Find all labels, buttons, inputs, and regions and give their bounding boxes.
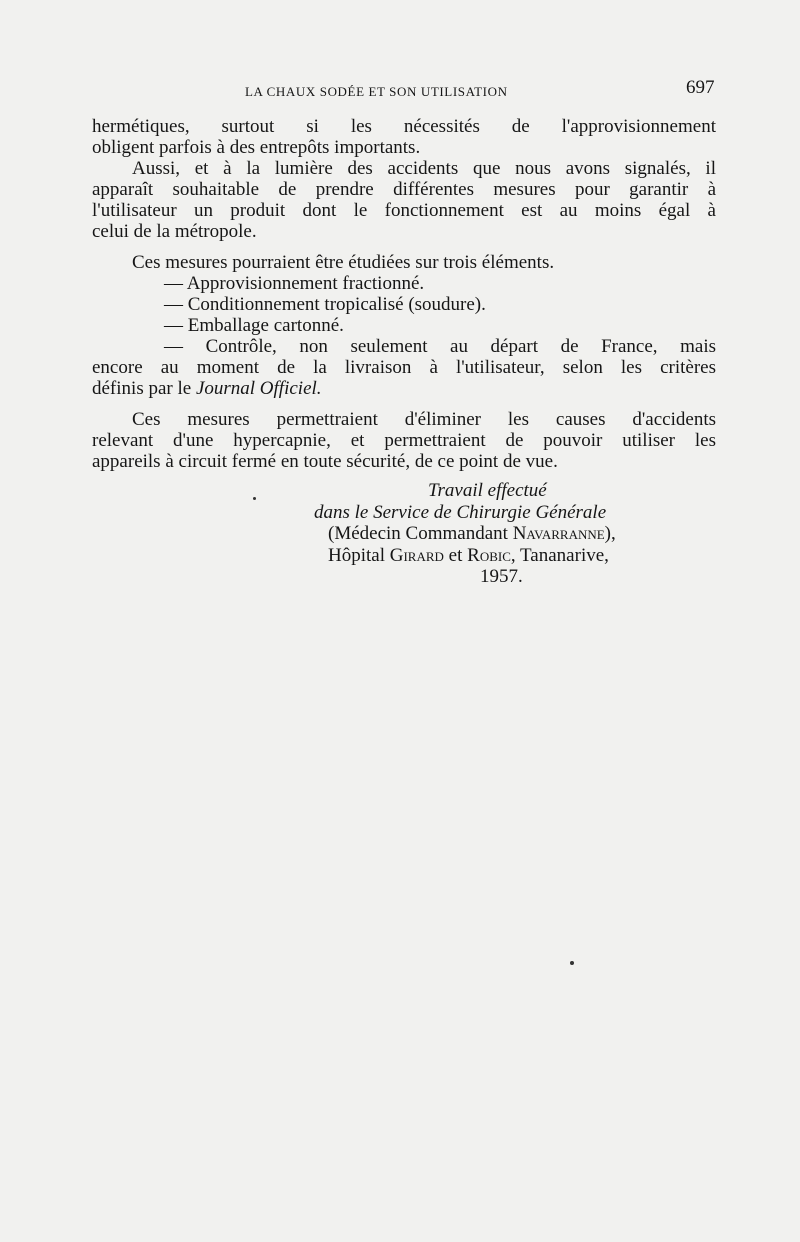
text-span: définis par le xyxy=(92,378,196,399)
text-span: , Tananarive, xyxy=(510,544,609,566)
paragraph-2 xyxy=(92,158,716,242)
person-name: Robic xyxy=(467,544,511,566)
speck-mark xyxy=(570,961,574,965)
text-line: Ces mesures pourraient être étudiées sur trois éléments. xyxy=(132,252,555,273)
text-line: Aussi, et à la lumière des accidents que nous avons signalés, il xyxy=(132,158,716,179)
paragraph-4 xyxy=(92,409,716,472)
text-span: et xyxy=(443,544,468,566)
text-span: (Médecin Commandant xyxy=(328,523,513,544)
signature-block xyxy=(310,480,710,588)
signature-line xyxy=(310,545,710,567)
list-item: — Contrôle, non seulement au départ de France, mais xyxy=(164,336,716,357)
text-line: hermétiques, surtout si les nécessités de l'approvisionnement xyxy=(92,116,716,137)
signature-line: dans le Service de Chirurgie Générale xyxy=(314,501,607,523)
person-name: Navarranne xyxy=(512,523,605,544)
text-line: apparaît souhaitable de prendre différentes mesures pour garantir à xyxy=(92,179,716,200)
list-item: — Conditionnement tropicalisé (soudure). xyxy=(164,294,486,315)
text-line: appareils à circuit fermé en toute sécurité, de ce point de vue. xyxy=(92,451,558,472)
text-span: Hôpital xyxy=(328,544,390,566)
running-title: LA CHAUX SODÉE ET SON UTILISATION xyxy=(245,84,508,99)
text-line: l'utilisateur un produit dont le fonctionnement est au moins égal à xyxy=(92,200,716,221)
list-item: — Approvisionnement fractionné. xyxy=(164,273,425,294)
signature-date: 1957. xyxy=(480,566,523,587)
signature-line: Travail effectué xyxy=(428,480,547,501)
signature-line xyxy=(310,523,710,545)
text-line: relevant d'une hypercapnie, et permettraient de pouvoir utiliser les xyxy=(92,430,716,451)
text-span: ), xyxy=(604,523,616,544)
paragraph-3 xyxy=(92,252,716,273)
text-line: Ces mesures permettraient d'éliminer les causes d'accidents xyxy=(132,409,716,430)
body-text xyxy=(92,116,716,472)
paragraph-1 xyxy=(92,116,716,158)
speck-mark xyxy=(253,497,256,500)
measures-list xyxy=(92,273,716,399)
text-line: encore au moment de la livraison à l'utilisateur, selon les critères xyxy=(92,357,716,378)
person-name: Girard xyxy=(389,544,444,566)
text-line xyxy=(92,378,716,399)
list-item: — Emballage cartonné. xyxy=(164,315,344,336)
text-line: celui de la métropole. xyxy=(92,221,257,242)
journal-officiel-italic: Journal Officiel. xyxy=(195,378,322,399)
page-number: 697 xyxy=(686,77,715,98)
text-line: obligent parfois à des entrepôts importants. xyxy=(92,137,421,158)
